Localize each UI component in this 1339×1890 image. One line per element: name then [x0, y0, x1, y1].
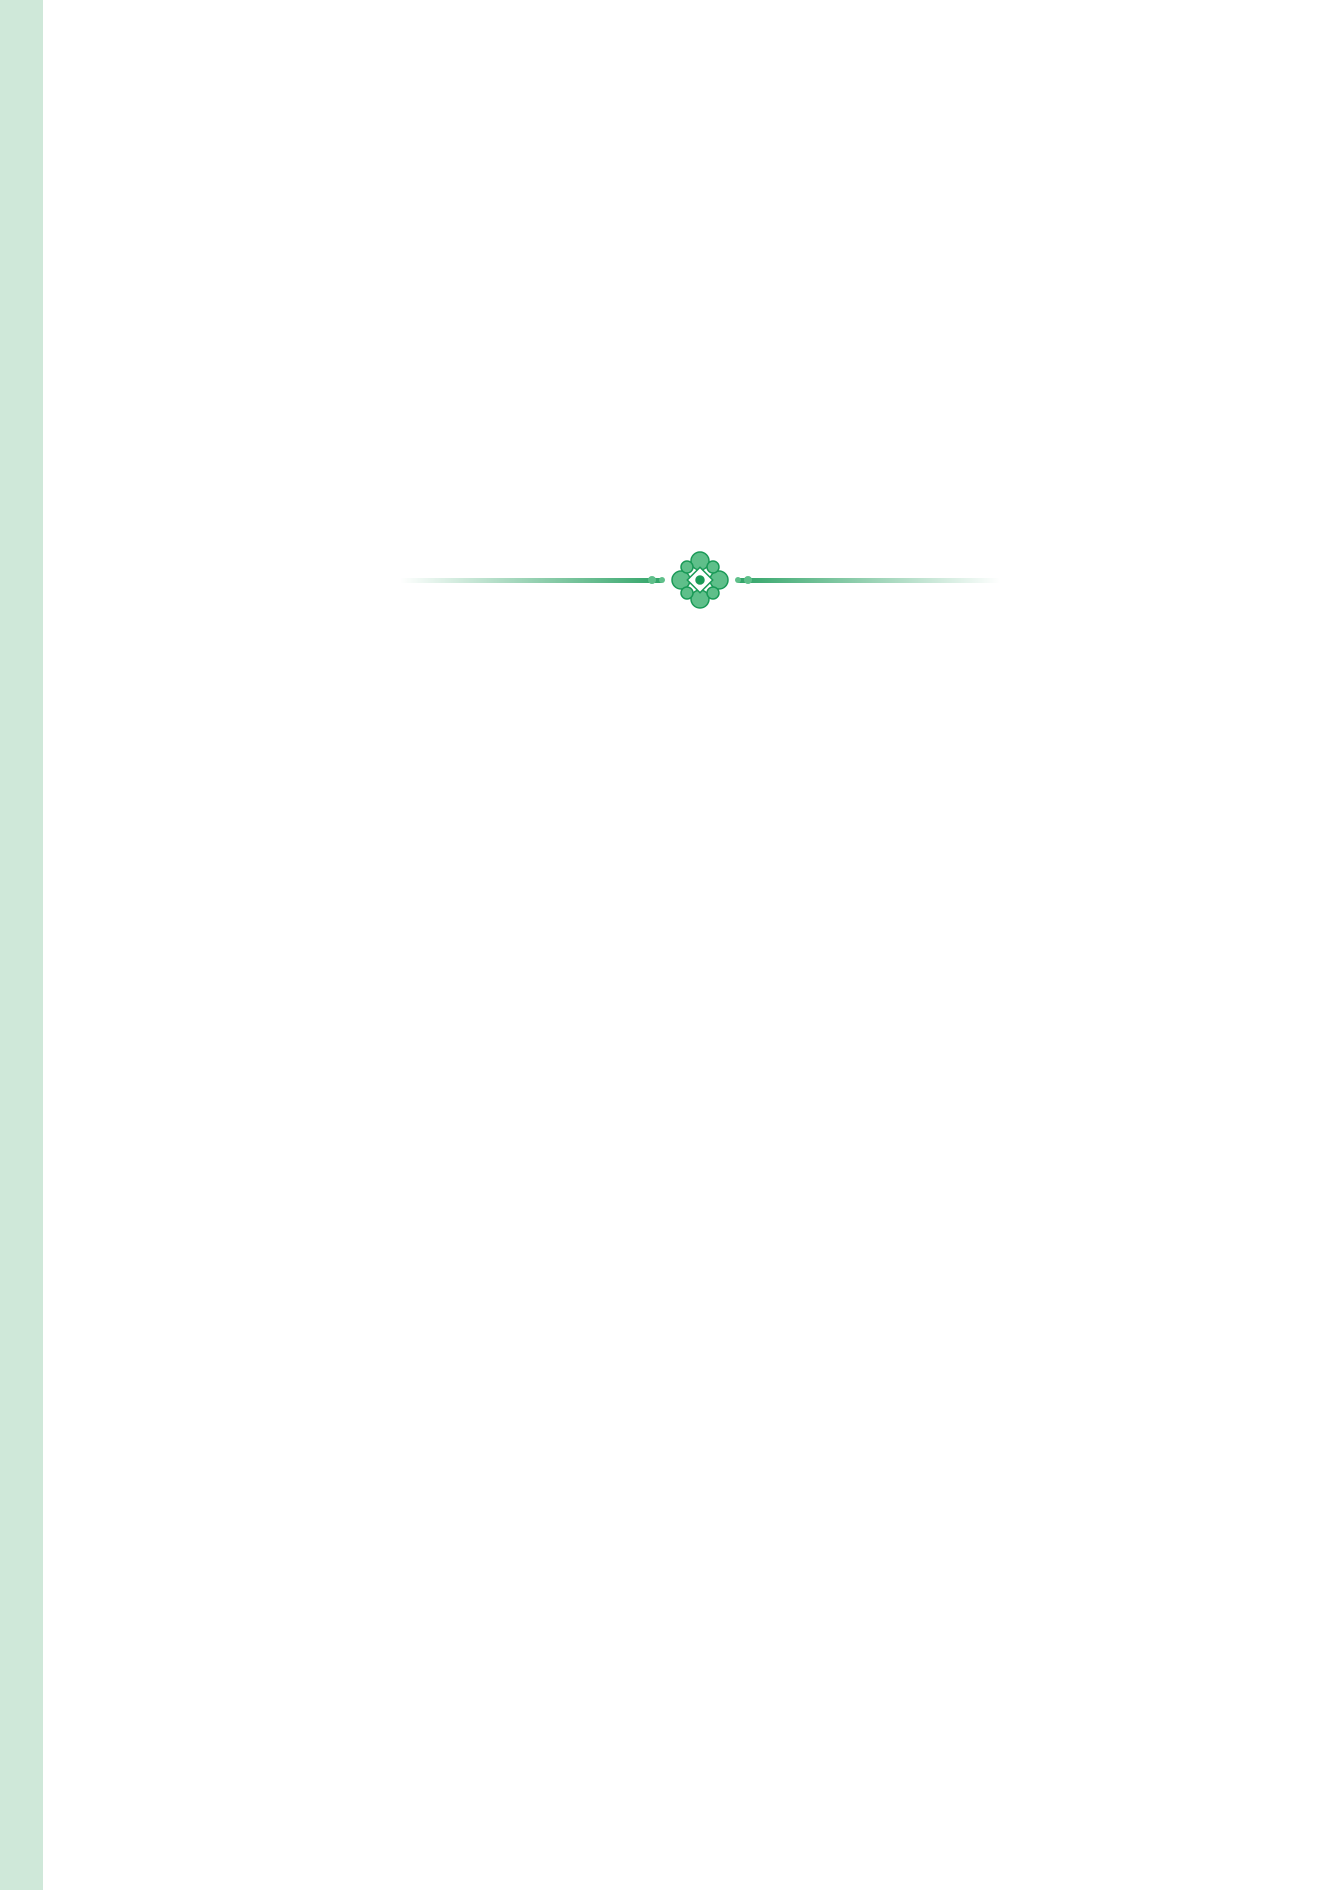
- section-body: [197, 808, 1213, 826]
- side-band: [0, 0, 43, 1890]
- chapter-heading: [1201, 150, 1227, 190]
- flower-divider-icon: [400, 545, 1000, 615]
